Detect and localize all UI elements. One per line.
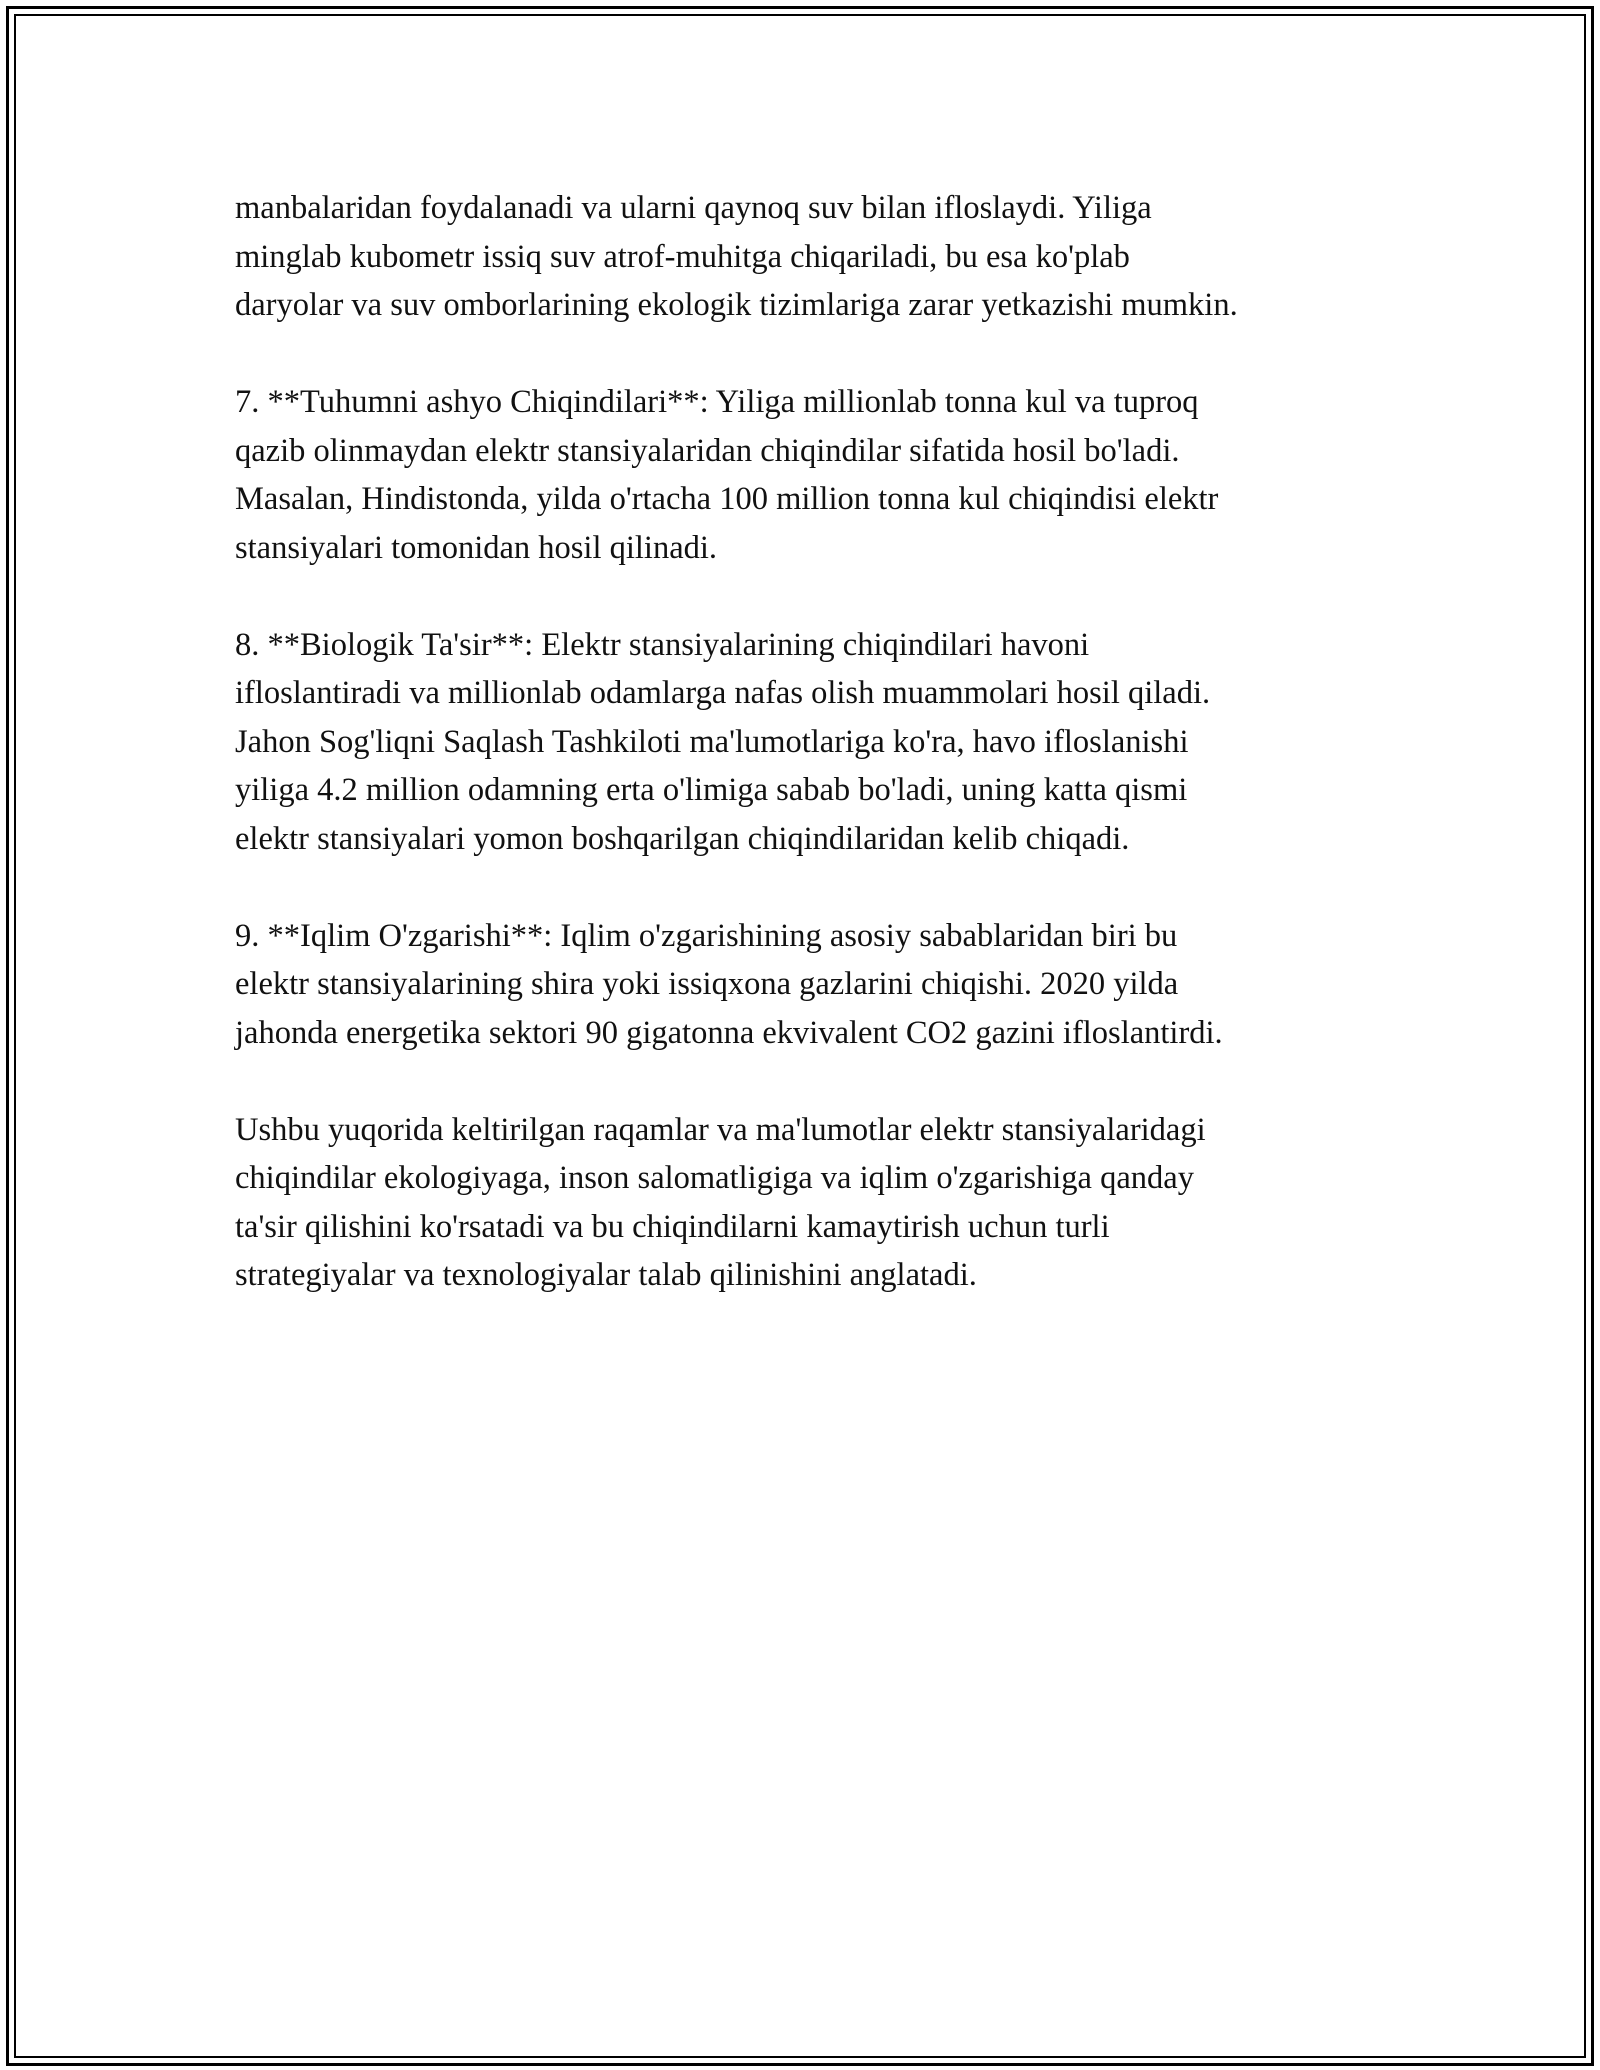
text-line: minglab kubometr issiq suv atrof-muhitga chiqariladi, bu esa ko'plab: [235, 238, 1130, 275]
text-line: qazib olinmaydan elektr stansiyalaridan chiqindilar sifatida hosil bo'ladi.: [235, 432, 1180, 469]
text-line: jahonda energetika sektori 90 gigatonna ekvivalent CO2 gazini ifloslantirdi.: [235, 1014, 1223, 1051]
text-line: chiqindilar ekologiyaga, inson salomatligiga va iqlim o'zgarishiga qanday: [235, 1160, 1194, 1196]
text-line: Masalan, Hindistonda, yilda o'rtacha 100 million tonna kul chiqindisi elektr: [235, 481, 1219, 517]
text-line: stansiyalari tomonidan hosil qilinadi.: [235, 529, 718, 566]
text-line: 9. **Iqlim O'zgarishi**: Iqlim o'zgarishining asosiy sabablaridan biri bu: [235, 917, 1178, 954]
text-line: Ushbu yuqorida keltirilgan raqamlar va ma'lumotlar elektr stansiyalaridagi: [235, 1111, 1206, 1148]
text-line: yiliga 4.2 million odamning erta o'limiga sabab bo'ladi, uning katta qismi: [235, 772, 1188, 808]
text-line: strategiyalar va texnologiyalar talab qilinishini anglatadi.: [235, 1257, 977, 1293]
text-line: ta'sir qilishini ko'rsatadi va bu chiqindilarni kamaytirish uchun turli: [235, 1208, 1110, 1245]
text-line: elektr stansiyalari yomon boshqarilgan chiqindilaridan kelib chiqadi.: [235, 820, 1130, 857]
text-line: Jahon Sog'liqni Saqlash Tashkiloti ma'lumotlariga ko'ra, havo ifloslanishi: [235, 723, 1189, 760]
text-line: 8. **Biologik Ta'sir**: Elektr stansiyalarining chiqindilari havoni: [235, 626, 1090, 663]
paragraph-item-9: [235, 912, 1395, 1058]
text-line: 7. **Tuhumni ashyo Chiqindilari**: Yiliga millionlab tonna kul va tuproq: [235, 384, 1199, 420]
text-line: ifloslantiradi va millionlab odamlarga nafas olish muammolari hosil qiladi.: [235, 675, 1211, 711]
paragraph-water-pollution: [235, 184, 1395, 330]
paragraph-item-7: [235, 378, 1395, 572]
paragraph-conclusion: [235, 1106, 1395, 1300]
document-body: [235, 184, 1395, 1348]
paragraph-item-8: [235, 621, 1395, 864]
text-line: elektr stansiyalarining shira yoki issiqxona gazlarini chiqishi. 2020 yilda: [235, 966, 1179, 1002]
text-line: daryolar va suv omborlarining ekologik tizimlariga zarar yetkazishi mumkin.: [235, 287, 1238, 323]
text-line: manbalaridan foydalanadi va ularni qaynoq suv bilan ifloslaydi. Yiliga: [235, 190, 1152, 226]
